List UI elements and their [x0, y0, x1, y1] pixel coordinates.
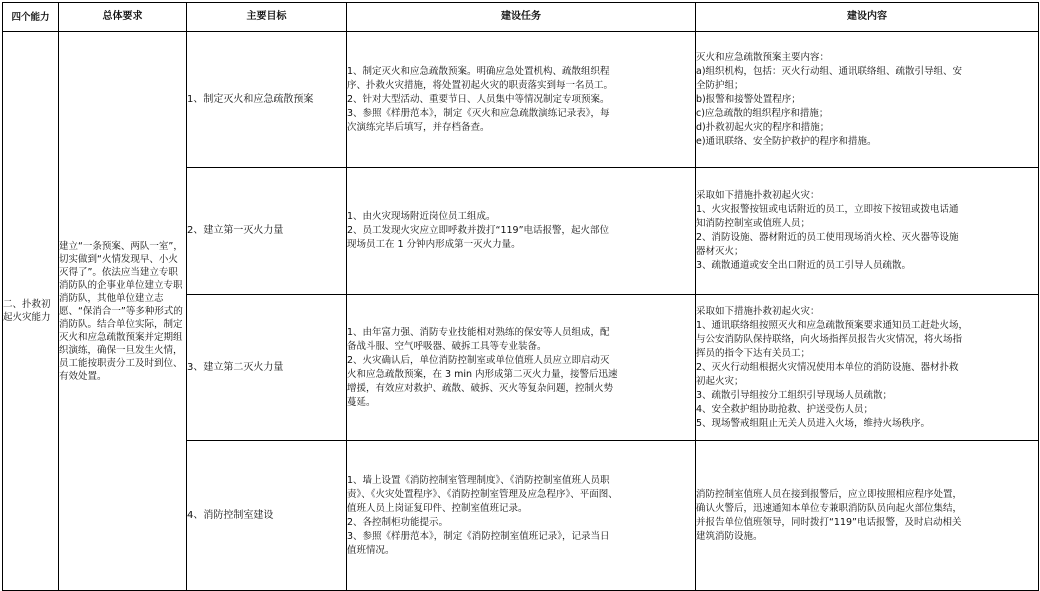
task-line: 备战斗服、空气呼吸器、破拆工具等专业装备。	[347, 340, 547, 352]
task-line: 1、由火灾现场附近岗位员工组成。	[347, 211, 496, 222]
content-line: 初起火灾；	[696, 375, 744, 387]
content-line: 全防护组；	[696, 79, 744, 91]
requirement-cell: 建立“一条预案、两队一室”，切实做到“火情发现早、小火灭得了”。依法应当建立专职消防队的企事业单位建立专职消防队，其他单位建立志愿、“保消合一”等多种形式的消防队。结合单位实际，制定灭火和应急疏散预案并定期组织演练，确保一旦发生火情，员工能按职责分工及时到位、有效处置。	[59, 32, 187, 591]
content-line: 2、灭火行动组根据火灾情况使用本单位的消防设施、器材扑救	[696, 361, 959, 373]
goal-cell: 1、制定灭火和应急疏散预案	[187, 32, 347, 168]
goal-cell: 4、消防控制室建设	[187, 441, 347, 591]
task-line: 增援，有效应对救护、疏散、破拆、灭火等复杂问题，控制火势	[347, 382, 614, 394]
content-line: 与公安消防队保持联络，向火场指挥员报告火灾情况，将火场指	[696, 333, 963, 345]
content-line: e)通讯联络、安全防护救护的程序和措施。	[696, 135, 877, 147]
fire-capability-table	[2, 2, 1039, 591]
task-cell	[347, 441, 696, 591]
content-cell	[696, 168, 1039, 295]
goal-cell: 2、建立第一灭火力量	[187, 168, 347, 295]
task-line: 2、各控制柜功能提示。	[347, 516, 449, 528]
content-cell	[696, 295, 1039, 441]
task-line: 2、针对大型活动、重要节日、人员集中等情况制定专项预案。	[347, 93, 610, 105]
task-line: 现场员工在 1 分钟内形成第一灭火力量。	[347, 239, 521, 250]
task-line: 值班人员上岗证复印件、控制室值班记录。	[347, 502, 528, 514]
table-header-row	[3, 3, 1039, 32]
content-line: d)扑救初起火灾的程序和措施；	[696, 121, 830, 133]
content-cell	[696, 441, 1039, 591]
content-line: 器材灭火；	[696, 246, 744, 257]
content-cell	[696, 32, 1039, 168]
task-line: 火和应急疏散预案，在 3 min 内形成第二灭火力量，接警后迅速	[347, 368, 618, 380]
task-line: 2、火灾确认后，单位消防控制室或单位值班人员应立即启动灭	[347, 354, 610, 366]
content-line: 采取如下措施扑救初起火灾：	[696, 190, 820, 201]
task-line: 1、由年富力强、消防专业技能相对熟练的保安等人员组成，配	[347, 326, 610, 338]
content-line: 灭火和应急疏散预案主要内容：	[696, 51, 830, 63]
content-line: 4、安全救护组协助抢救、护送受伤人员；	[696, 403, 874, 415]
content-line: 5、现场警戒组阻止无关人员进入火场，维持火场秩序。	[696, 417, 931, 429]
table-row	[3, 32, 1039, 168]
content-line: a)组织机构，包括：灭火行动组、通讯联络组、疏散引导组、安	[696, 65, 963, 77]
header-content: 建设内容	[696, 3, 1039, 32]
task-line: 次演练完毕后填写，并存档备查。	[347, 121, 490, 133]
content-line: c)应急疏散的组织程序和措施；	[696, 107, 829, 119]
task-cell	[347, 295, 696, 441]
content-line: 知消防控制室或值班人员；	[696, 218, 811, 229]
task-line: 1、墙上设置《消防控制室管理制度》、《消防控制室值班人员职	[347, 474, 610, 486]
task-cell	[347, 32, 696, 168]
task-line: 2、员工发现火灾应立即呼救并拨打“119”电话报警，起火部位	[347, 225, 610, 236]
header-task: 建设任务	[347, 3, 696, 32]
task-cell	[347, 168, 696, 295]
task-line: 1、制定灭火和应急疏散预案。明确应急处置机构、疏散组织程	[347, 65, 610, 77]
content-line: 确认火警后，迅速通知本单位专兼职消防队员向起火部位集结，	[696, 502, 963, 514]
content-line: b)报警和接警处置程序；	[696, 93, 801, 105]
task-line: 责》、《火灾处置程序》、《消防控制室管理及应急程序》、平面图、	[347, 488, 618, 500]
task-line: 值班情况。	[347, 544, 395, 556]
content-line: 挥员的指令下达有关员工；	[696, 347, 811, 359]
content-line: 1、火灾报警按钮或电话附近的员工，立即按下按钮或拨电话通	[696, 204, 959, 215]
task-line: 序、扑救火灾措施，将处置初起火灾的职责落实到每一名员工。	[347, 79, 614, 91]
task-line: 3、参照《样册范本》，制定《消防控制室值班记录》，记录当日	[347, 530, 610, 542]
content-line: 1、通讯联络组按照灭火和应急疏散预案要求通知员工赶赴火场，	[696, 319, 969, 331]
capability-cell: 二、扑救初起火灾能力	[3, 32, 59, 591]
header-goal: 主要目标	[187, 3, 347, 32]
content-line: 2、消防设施、器材附近的员工使用现场消火栓、灭火器等设施	[696, 232, 959, 243]
task-line: 3、参照《样册范本》，制定《灭火和应急疏散演练记录表》，每	[347, 107, 610, 119]
content-line: 采取如下措施扑救初起火灾：	[696, 305, 820, 317]
content-line: 3、疏散通道或安全出口附近的员工引导人员疏散。	[696, 260, 912, 271]
header-requirement: 总体要求	[59, 3, 187, 32]
content-line: 建筑消防设施。	[696, 530, 763, 542]
content-line: 并报告单位值班领导，同时拨打“119”电话报警，及时启动相关	[696, 516, 962, 528]
content-line: 3、疏散引导组按分工组织引导现场人员疏散；	[696, 389, 893, 401]
goal-cell: 3、建立第二灭火力量	[187, 295, 347, 441]
task-line: 蔓延。	[347, 396, 376, 408]
content-line: 消防控制室值班人员在接到报警后，应立即按照相应程序处置，	[696, 488, 963, 500]
header-capability: 四个能力	[3, 3, 59, 32]
